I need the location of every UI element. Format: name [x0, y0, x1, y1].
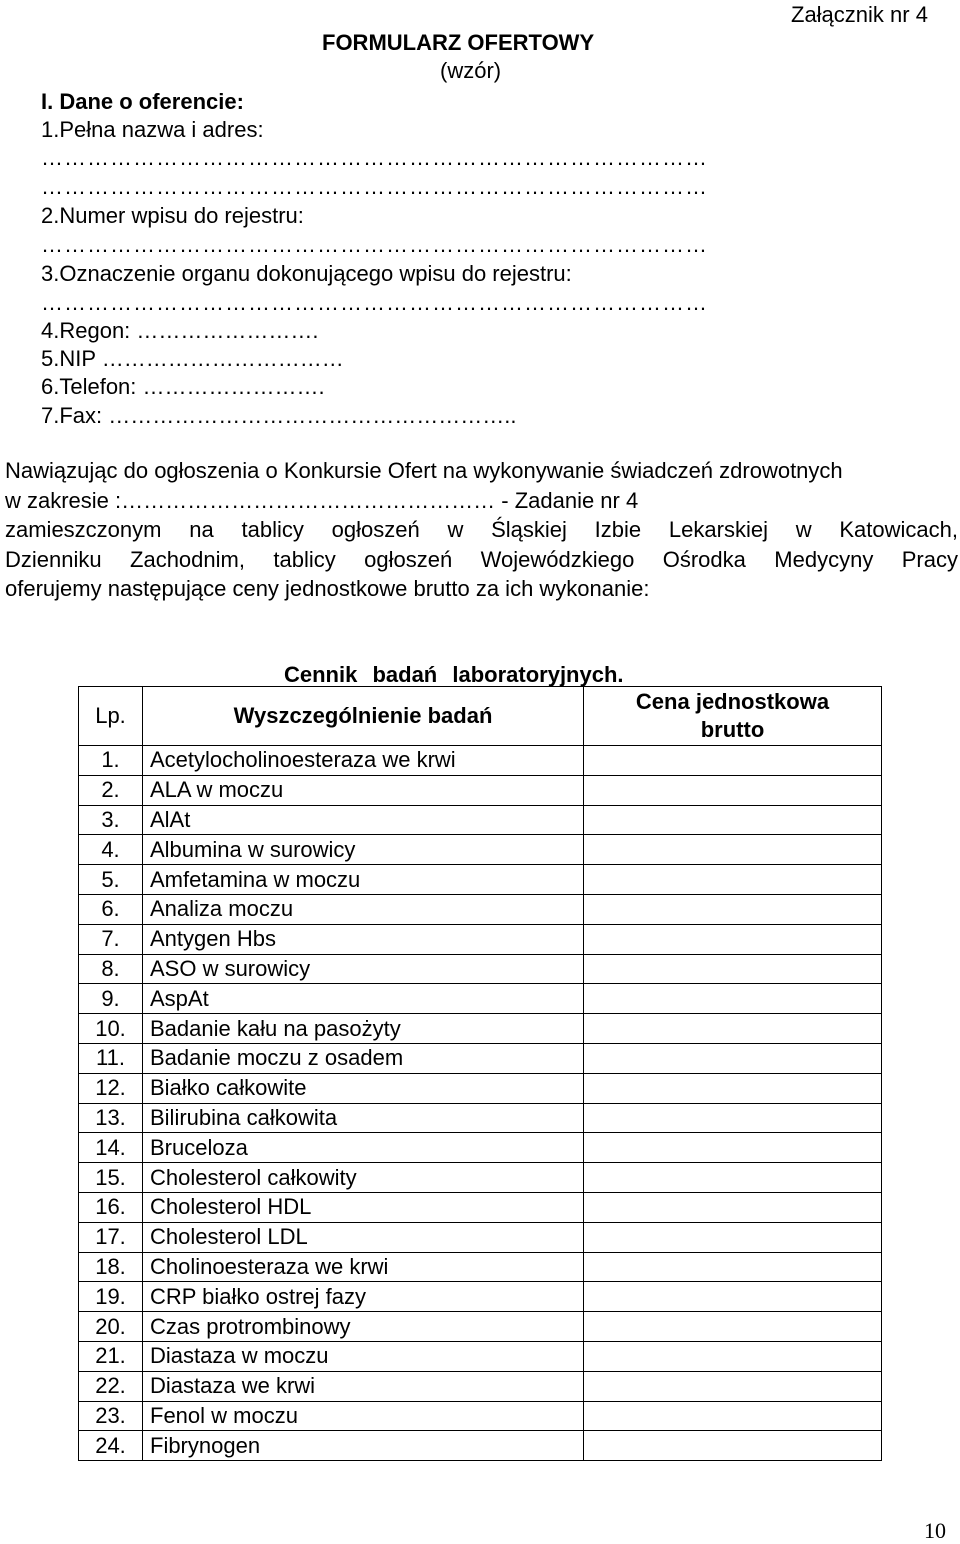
dotted-line-registry: …………………………………………………………………………… — [41, 232, 708, 257]
row-lp: 23. — [79, 1401, 143, 1431]
table-row — [79, 1043, 882, 1073]
row-name: Cholesterol całkowity — [143, 1163, 584, 1193]
row-lp: 3. — [79, 805, 143, 835]
header-lp: Lp. — [79, 687, 143, 746]
row-price-input[interactable] — [584, 1043, 882, 1073]
row-name: ASO w surowicy — [143, 954, 584, 984]
row-name: Fenol w moczu — [143, 1401, 584, 1431]
table-row — [79, 1014, 882, 1044]
row-price-input[interactable] — [584, 1163, 882, 1193]
row-lp: 16. — [79, 1192, 143, 1222]
row-lp: 1. — [79, 746, 143, 776]
row-lp: 11. — [79, 1043, 143, 1073]
row-price-input[interactable] — [584, 1282, 882, 1312]
row-price-input[interactable] — [584, 835, 882, 865]
row-name: Czas protrombinowy — [143, 1312, 584, 1342]
row-name: Antygen Hbs — [143, 924, 584, 954]
row-price-input[interactable] — [584, 1014, 882, 1044]
table-title: Cennik badań laboratoryjnych. — [284, 662, 624, 687]
row-lp: 5. — [79, 865, 143, 895]
field-registry-number: 2.Numer wpisu do rejestru: — [41, 203, 304, 228]
row-price-input[interactable] — [584, 1312, 882, 1342]
table-row — [79, 1431, 882, 1461]
row-price-input[interactable] — [584, 1133, 882, 1163]
header-name — [143, 687, 584, 746]
row-price-input[interactable] — [584, 954, 882, 984]
row-price-input[interactable] — [584, 1252, 882, 1282]
row-price-input[interactable] — [584, 1103, 882, 1133]
row-name: CRP białko ostrej fazy — [143, 1282, 584, 1312]
table-row — [79, 1371, 882, 1401]
form-subtitle: (wzór) — [440, 58, 502, 83]
row-name: Bilirubina całkowita — [143, 1103, 584, 1133]
field-registry-authority: 3.Oznaczenie organu dokonującego wpisu do rejestru: — [41, 261, 572, 286]
table-row — [79, 954, 882, 984]
table-row — [79, 835, 882, 865]
row-name: Amfetamina w moczu — [143, 865, 584, 895]
paragraph-line: oferujemy następujące ceny jednostkowe brutto za ich wykonanie: — [5, 576, 650, 601]
row-price-input[interactable] — [584, 1192, 882, 1222]
row-name: AspAt — [143, 984, 584, 1014]
row-lp: 22. — [79, 1371, 143, 1401]
row-lp: 7. — [79, 924, 143, 954]
row-price-input[interactable] — [584, 984, 882, 1014]
table-row — [79, 1103, 882, 1133]
row-lp: 24. — [79, 1431, 143, 1461]
header-name-label: Wyszczególnienie badań — [233, 703, 493, 728]
header-price-line2: brutto — [700, 717, 765, 742]
row-price-input[interactable] — [584, 1371, 882, 1401]
row-lp: 14. — [79, 1133, 143, 1163]
paragraph-line: w zakresie :…………………………………………… - Zadanie nr 4 — [5, 487, 639, 513]
table-row — [79, 1282, 882, 1312]
table-row — [79, 805, 882, 835]
paragraph-line: Nawiązując do ogłoszenia o Konkursie Ofert na wykonywanie świadczeń zdrowotnych — [5, 458, 843, 483]
row-price-input[interactable] — [584, 1073, 882, 1103]
row-price-input[interactable] — [584, 924, 882, 954]
dotted-line-name-2: …………………………………………………………………………… — [41, 174, 708, 199]
table-row — [79, 924, 882, 954]
row-lp: 21. — [79, 1341, 143, 1371]
table-row — [79, 894, 882, 924]
row-lp: 8. — [79, 954, 143, 984]
row-name: Fibrynogen — [143, 1431, 584, 1461]
table-row — [79, 984, 882, 1014]
row-lp: 19. — [79, 1282, 143, 1312]
row-name: Diastaza we krwi — [143, 1371, 584, 1401]
header-price-line1: Cena jednostkowa — [635, 689, 830, 714]
table-row — [79, 1401, 882, 1431]
table-row — [79, 1163, 882, 1193]
row-price-input[interactable] — [584, 1431, 882, 1461]
field-regon: 4.Regon: ……………………. — [41, 318, 319, 343]
price-table — [78, 686, 882, 1461]
row-name: ALA w moczu — [143, 775, 584, 805]
row-lp: 2. — [79, 775, 143, 805]
row-lp: 15. — [79, 1163, 143, 1193]
row-name: Badanie moczu z osadem — [143, 1043, 584, 1073]
dotted-line-name-1: …………………………………………………………………………… — [41, 145, 708, 170]
row-name: Diastaza w moczu — [143, 1341, 584, 1371]
row-lp: 13. — [79, 1103, 143, 1133]
paragraph-line: Dzienniku Zachodnim, tablicy ogłoszeń Wojewódzkiego Ośrodka Medycyny Pracy — [5, 546, 958, 572]
row-price-input[interactable] — [584, 1401, 882, 1431]
row-lp: 17. — [79, 1222, 143, 1252]
table-row — [79, 775, 882, 805]
table-row — [79, 1133, 882, 1163]
row-price-input[interactable] — [584, 775, 882, 805]
row-lp: 6. — [79, 894, 143, 924]
offer-paragraph — [5, 456, 958, 604]
row-name: Cholinoesteraza we krwi — [143, 1252, 584, 1282]
table-row — [79, 1341, 882, 1371]
section-heading: I. Dane o oferencie: — [41, 89, 244, 114]
row-price-input[interactable] — [584, 1222, 882, 1252]
header-price — [584, 687, 882, 746]
row-name: Acetylocholinoesteraza we krwi — [143, 746, 584, 776]
table-row — [79, 1252, 882, 1282]
table-row — [79, 865, 882, 895]
field-full-name: 1.Pełna nazwa i adres: — [41, 117, 264, 142]
table-row — [79, 1073, 882, 1103]
dotted-line-authority: …………………………………………………………………………… — [41, 290, 708, 315]
row-name: Cholesterol LDL — [143, 1222, 584, 1252]
table-row — [79, 1222, 882, 1252]
table-row — [79, 746, 882, 776]
row-name: Analiza moczu — [143, 894, 584, 924]
row-price-input[interactable] — [584, 1341, 882, 1371]
row-name: Bruceloza — [143, 1133, 584, 1163]
field-nip: 5.NIP …………………………… — [41, 346, 344, 371]
row-lp: 4. — [79, 835, 143, 865]
row-lp: 10. — [79, 1014, 143, 1044]
page-number: 10 — [924, 1518, 946, 1543]
row-lp: 18. — [79, 1252, 143, 1282]
row-lp: 20. — [79, 1312, 143, 1342]
paragraph-line: zamieszczonym na tablicy ogłoszeń w Śląskiej Izbie Lekarskiej w Katowicach, — [5, 517, 958, 542]
attachment-label: Załącznik nr 4 — [791, 2, 928, 27]
row-name: Białko całkowite — [143, 1073, 584, 1103]
row-price-input[interactable] — [584, 865, 882, 895]
row-name: AlAt — [143, 805, 584, 835]
row-name: Albumina w surowicy — [143, 835, 584, 865]
row-lp: 12. — [79, 1073, 143, 1103]
table-row — [79, 1192, 882, 1222]
row-price-input[interactable] — [584, 746, 882, 776]
row-name: Cholesterol HDL — [143, 1192, 584, 1222]
row-name: Badanie kału na pasożyty — [143, 1014, 584, 1044]
field-fax: 7.Fax: ……………………………………………….. — [41, 403, 517, 428]
table-row — [79, 1312, 882, 1342]
row-price-input[interactable] — [584, 894, 882, 924]
table-header-row — [79, 687, 882, 746]
field-phone: 6.Telefon: ……………………. — [41, 374, 325, 399]
form-title: FORMULARZ OFERTOWY — [322, 30, 595, 55]
row-lp: 9. — [79, 984, 143, 1014]
row-price-input[interactable] — [584, 805, 882, 835]
